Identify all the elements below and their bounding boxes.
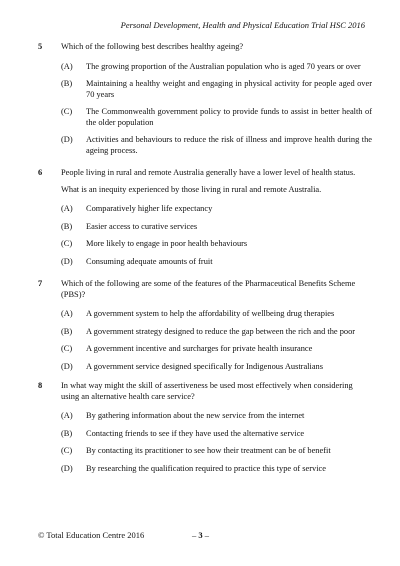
option-letter: (D) xyxy=(61,463,73,473)
option-b[interactable] xyxy=(61,327,372,338)
question-number: 6 xyxy=(38,168,43,177)
question-8 xyxy=(38,381,372,481)
option-letter: (D) xyxy=(61,256,73,266)
option-c[interactable] xyxy=(61,107,372,128)
question-number: 7 xyxy=(38,279,43,288)
option-letter: (A) xyxy=(61,411,73,420)
option-a[interactable] xyxy=(61,309,372,320)
option-text: By gathering information about the new service from the internet xyxy=(86,411,305,420)
option-letter: (B) xyxy=(61,326,73,336)
question-number: 5 xyxy=(38,42,43,51)
option-letter: (A) xyxy=(61,204,73,213)
question-text-line: People living in rural and remote Australia generally have a lower level of health status. xyxy=(61,168,356,177)
option-d[interactable] xyxy=(61,362,372,373)
question-text-line: Which of the following best describes healthy ageing? xyxy=(61,42,244,51)
option-c[interactable] xyxy=(61,344,372,355)
option-text: More likely to engage in poor health behaviours xyxy=(86,239,248,248)
option-letter: (D) xyxy=(61,135,73,144)
option-a[interactable] xyxy=(61,411,372,422)
option-letter: (C) xyxy=(61,446,73,455)
option-letter: (D) xyxy=(61,361,73,371)
question-text xyxy=(61,381,372,402)
option-text: Comparatively higher life expectancy xyxy=(86,204,213,213)
option-c[interactable] xyxy=(61,446,372,457)
question-number: 8 xyxy=(38,381,43,390)
option-b[interactable] xyxy=(61,79,372,100)
option-text: The growing proportion of the Australian population who is aged 70 years or over xyxy=(86,61,361,71)
option-text: Contacting friends to see if they have used the alternative service xyxy=(86,428,305,438)
option-d[interactable] xyxy=(61,464,372,475)
option-text: The Commonwealth government policy to provide funds to assist in better health of the older population xyxy=(86,107,372,127)
option-text: A government service designed specifically for Indigenous Australians xyxy=(86,361,323,371)
question-7 xyxy=(38,279,372,379)
option-text: Consuming adequate amounts of fruit xyxy=(86,256,213,266)
option-d[interactable] xyxy=(61,257,372,268)
question-text xyxy=(61,42,372,53)
option-letter: (B) xyxy=(61,221,73,231)
question-text xyxy=(61,279,372,300)
option-text: A government incentive and surcharges for private health insurance xyxy=(86,344,313,353)
answer-options xyxy=(61,62,372,157)
option-text: A government strategy designed to reduce the gap between the rich and the poor xyxy=(86,326,356,336)
page-number-value: 3 xyxy=(198,530,203,540)
option-text: A government system to help the affordability of wellbeing drug therapies xyxy=(86,309,335,318)
option-letter: (B) xyxy=(61,428,73,438)
option-text: Easier access to curative services xyxy=(86,221,198,231)
footer-copyright: © Total Education Centre 2016 xyxy=(38,530,145,540)
option-d[interactable] xyxy=(61,135,372,156)
question-5 xyxy=(38,42,372,163)
option-text: Activities and behaviours to reduce the risk of illness and improve health during the ageing process. xyxy=(86,135,372,155)
page-number xyxy=(192,530,209,540)
question-text-line: In what way might the skill of assertiveness be used most effectively when considering using an alternative health care service? xyxy=(61,381,353,401)
question-text xyxy=(61,168,372,195)
option-b[interactable] xyxy=(61,222,372,233)
option-letter: (C) xyxy=(61,344,73,353)
option-letter: (A) xyxy=(61,309,73,318)
answer-options xyxy=(61,411,372,474)
option-text: Maintaining a healthy weight and engaging in physical activity for people aged over 70 years xyxy=(86,79,372,99)
option-text: By contacting its practitioner to see how their treatment can be of benefit xyxy=(86,446,331,455)
page-header: Personal Development, Health and Physical Education Trial HSC 2016 xyxy=(120,20,365,30)
answer-options xyxy=(61,204,372,267)
option-c[interactable] xyxy=(61,239,372,250)
page-dash-left: – xyxy=(192,530,199,540)
option-letter: (C) xyxy=(61,107,73,116)
question-text-line: What is an inequity experienced by those living in rural and remote Australia. xyxy=(61,184,322,194)
answer-options xyxy=(61,309,372,372)
question-6 xyxy=(38,168,372,274)
option-letter: (C) xyxy=(61,239,73,248)
page-dash-right: – xyxy=(202,530,209,540)
option-b[interactable] xyxy=(61,429,372,440)
option-a[interactable] xyxy=(61,62,372,73)
option-letter: (B) xyxy=(61,79,73,88)
option-text: By researching the qualification required to practice this type of service xyxy=(86,463,326,473)
option-a[interactable] xyxy=(61,204,372,215)
option-letter: (A) xyxy=(61,61,73,71)
question-text-line: Which of the following are some of the features of the Pharmaceutical Benefits Scheme (PBS)? xyxy=(61,279,356,299)
